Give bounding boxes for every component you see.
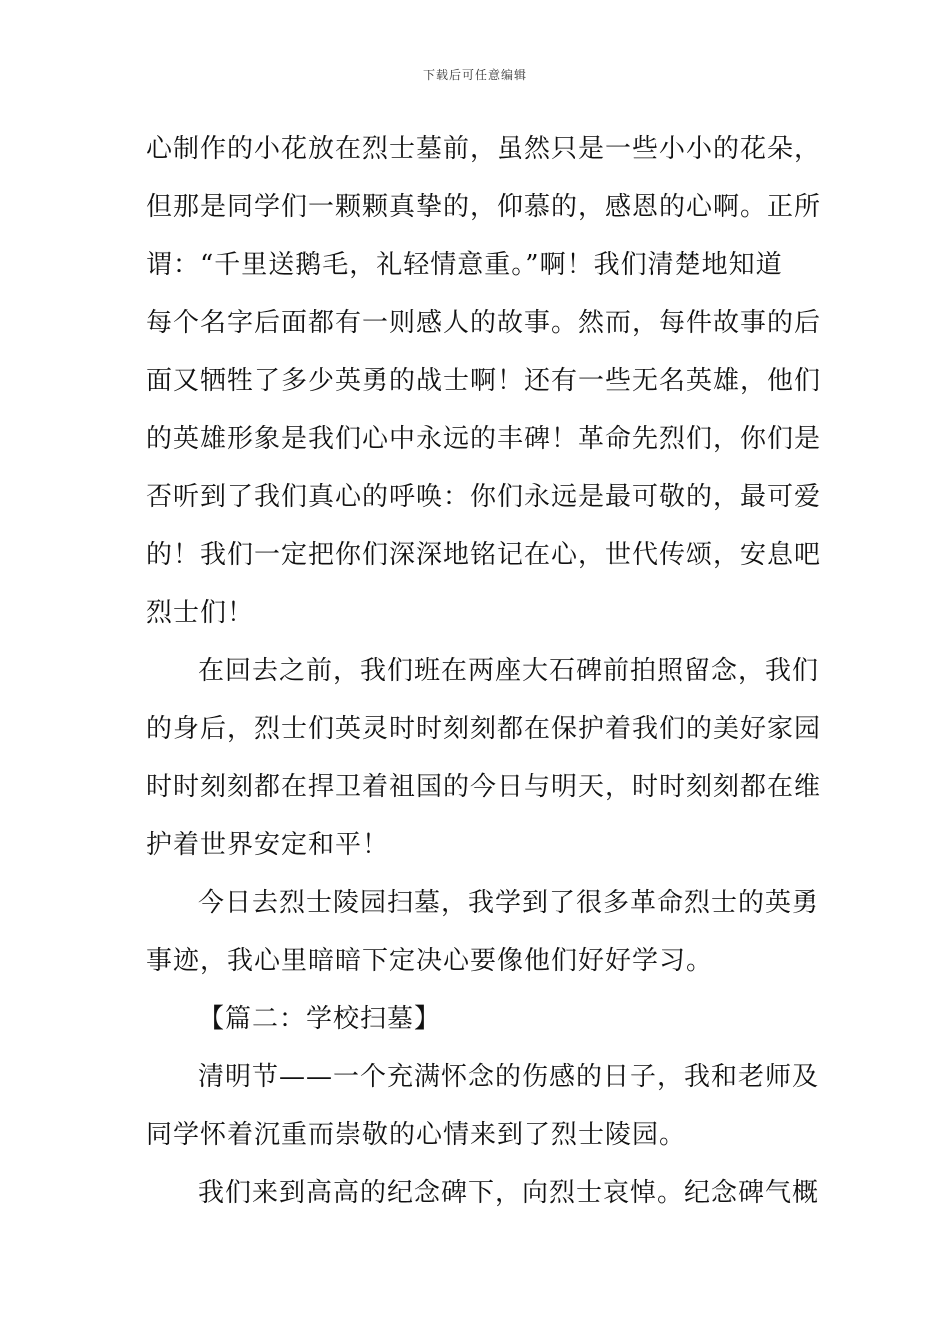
text-line: 护着世界安定和平！ — [146, 830, 390, 860]
text-line: 但那是同学们一颗颗真挚的，仰慕的，感恩的心啊。正所 — [146, 192, 822, 222]
page-header: 下载后可任意编辑 — [422, 68, 527, 82]
text-line: 事迹，我心里暗暗下定决心要像他们好好学习。 — [146, 946, 714, 976]
paragraph-start-line: 清明节——一个充满怀念的伤感的日子，我和老师及 — [198, 1062, 820, 1092]
text-line: 心制作的小花放在烈士墓前，虽然只是一些小小的花朵， — [146, 134, 822, 164]
paragraph-start-line: 我们来到高高的纪念碑下，向烈士哀悼。纪念碑气概 — [198, 1178, 820, 1208]
text-line: 烈士们！ — [146, 598, 255, 628]
paragraph-start-line: 在回去之前，我们班在两座大石碑前拍照留念，我们 — [198, 656, 820, 686]
paragraph-start-line: 今日去烈士陵园扫墓，我学到了很多革命烈士的英勇 — [198, 888, 820, 918]
document-body — [146, 120, 822, 1222]
text-line: 每个名字后面都有一则感人的故事。然而，每件故事的后 — [146, 308, 822, 338]
text-line: 的！我们一定把你们深深地铭记在心，世代传颂，安息吧 — [146, 540, 822, 570]
text-line: 的英雄形象是我们心中永远的丰碑！革命先烈们，你们是 — [146, 424, 822, 454]
text-line: 同学怀着沉重而崇敬的心情来到了烈士陵园。 — [146, 1120, 687, 1150]
text-line: 面又牺牲了多少英勇的战士啊！还有一些无名英雄，他们 — [146, 366, 822, 396]
text-line: 的身后，烈士们英灵时时刻刻都在保护着我们的美好家园 — [146, 714, 822, 744]
text-line: 否听到了我们真心的呼唤：你们永远是最可敬的，最可爱 — [146, 482, 822, 512]
text-line: 时时刻刻都在捍卫着祖国的今日与明天，时时刻刻都在维 — [146, 772, 822, 802]
section-heading: 【篇二：学校扫墓】 — [198, 1004, 442, 1034]
text-line: 谓：“千里送鹅毛，礼轻情意重。”啊！我们清楚地知道 — [146, 250, 783, 280]
